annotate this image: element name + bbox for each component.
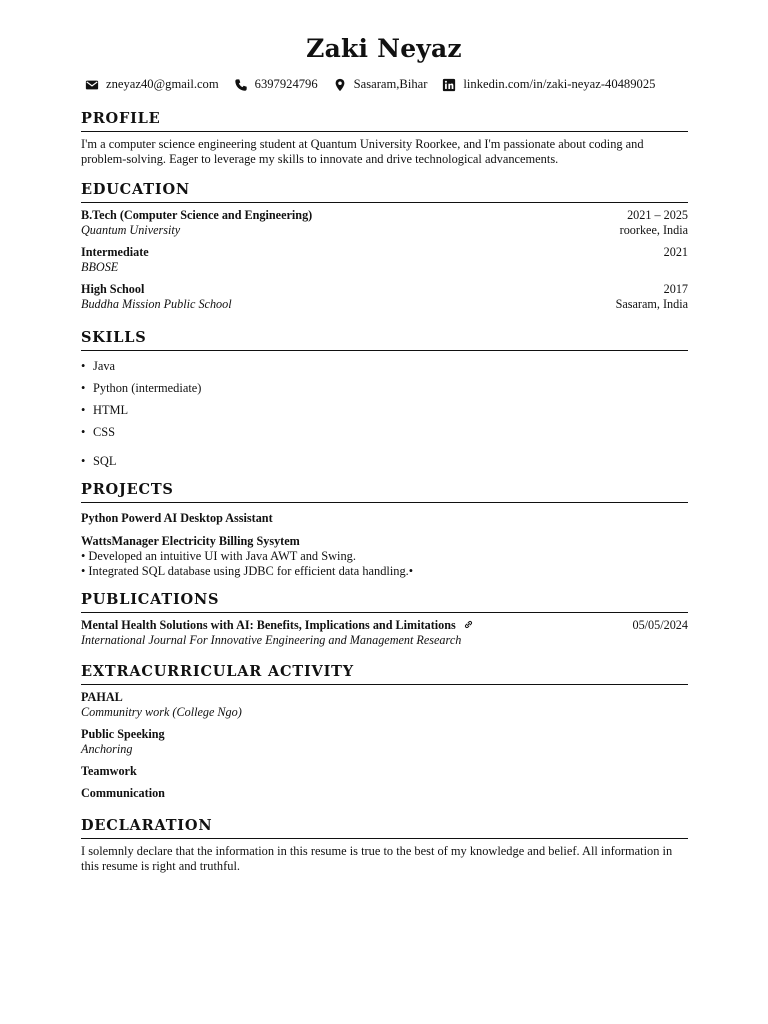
skill-item: • SQL <box>81 454 688 469</box>
skills-heading: SKILLS <box>81 329 688 351</box>
activity-name: Teamwork <box>81 764 137 778</box>
project-entry <box>81 534 688 578</box>
contact-email[interactable] <box>85 77 219 92</box>
education-heading: EDUCATION <box>81 181 688 203</box>
profile-text: I'm a computer science engineering student at Quantum University Roorkee, and I'm passionate about coding and problem-solving. Eager to leverage my skills to innovate and drive technological advancements. <box>81 137 644 166</box>
education-degree: Intermediate <box>81 245 149 259</box>
declaration-text: I solemnly declare that the information in this resume is true to the best of my knowledge and belief. All information in this resume is right and truthful. <box>81 844 673 873</box>
publication-entry[interactable] <box>81 618 688 633</box>
education-place: roorkee, India <box>619 223 688 237</box>
phone-text: 6397924796 <box>254 77 318 91</box>
education-degree: B.Tech (Computer Science and Engineering) <box>81 208 313 222</box>
skill-item: • HTML <box>81 403 688 418</box>
candidate-name: Zaki Neyaz <box>306 34 462 63</box>
publications-section <box>81 591 688 648</box>
activity-detail: Anchoring <box>81 742 133 756</box>
projects-section <box>81 481 688 578</box>
extracurricular-heading: EXTRACURRICULAR ACTIVITY <box>81 663 688 685</box>
education-date: 2017 <box>663 282 688 296</box>
profile-heading: PROFILE <box>81 110 688 132</box>
activity-entry <box>81 786 688 801</box>
education-school: Quantum University <box>81 223 181 237</box>
activity-name: Communication <box>81 786 165 800</box>
contact-bar <box>85 77 695 92</box>
education-school: Buddha Mission Public School <box>81 297 232 311</box>
project-detail: • Developed an intuitive UI with Java AWT and Swing. <box>81 549 356 563</box>
location-text: Sasaram,Bihar <box>353 77 428 91</box>
education-section <box>81 181 688 319</box>
education-place: Sasaram, India <box>615 297 688 311</box>
linkedin-icon <box>442 78 456 92</box>
link-icon[interactable] <box>463 619 474 630</box>
education-date: 2021 <box>663 245 688 259</box>
activity-entry <box>81 727 688 757</box>
project-entry <box>81 511 688 526</box>
declaration-section <box>81 817 688 874</box>
project-name: WattsManager Electricity Billing Sysytem <box>81 534 300 548</box>
skills-list <box>81 359 688 469</box>
activity-name: Public Speeking <box>81 727 165 741</box>
activity-entry <box>81 690 688 720</box>
education-entry <box>81 282 688 312</box>
projects-heading: PROJECTS <box>81 481 688 503</box>
skill-item: • CSS <box>81 425 688 440</box>
education-degree: High School <box>81 282 145 296</box>
education-entry <box>81 245 688 275</box>
project-name: Python Powerd AI Desktop Assistant <box>81 511 273 525</box>
publications-heading: PUBLICATIONS <box>81 591 688 613</box>
education-date: 2021 – 2025 <box>627 208 688 222</box>
activity-name: PAHAL <box>81 690 123 704</box>
skill-item: • Java <box>81 359 688 374</box>
publication-date: 05/05/2024 <box>632 618 688 632</box>
skills-section <box>81 329 688 476</box>
profile-section <box>81 110 688 167</box>
linkedin-text: linkedin.com/in/zaki-neyaz-40489025 <box>463 77 656 91</box>
skill-item: • Python (intermediate) <box>81 381 688 396</box>
contact-phone[interactable] <box>234 77 318 92</box>
project-detail: • Integrated SQL database using JDBC for efficient data handling.• <box>81 563 414 578</box>
email-icon <box>85 78 99 92</box>
phone-icon <box>234 78 248 92</box>
email-text: zneyaz40@gmail.com <box>106 77 219 91</box>
activity-entry <box>81 764 688 779</box>
declaration-heading: DECLARATION <box>81 817 688 839</box>
education-school: BBOSE <box>81 260 119 274</box>
publication-venue: International Journal For Innovative Engineering and Management Research <box>81 633 462 647</box>
location-icon <box>333 78 347 92</box>
education-entry <box>81 208 688 238</box>
activity-detail: Communitry work (College Ngo) <box>81 705 242 719</box>
contact-linkedin[interactable] <box>442 77 655 92</box>
contact-location <box>333 77 428 92</box>
extracurricular-section <box>81 663 688 808</box>
publication-title: Mental Health Solutions with AI: Benefits, Implications and Limitations <box>81 618 456 632</box>
